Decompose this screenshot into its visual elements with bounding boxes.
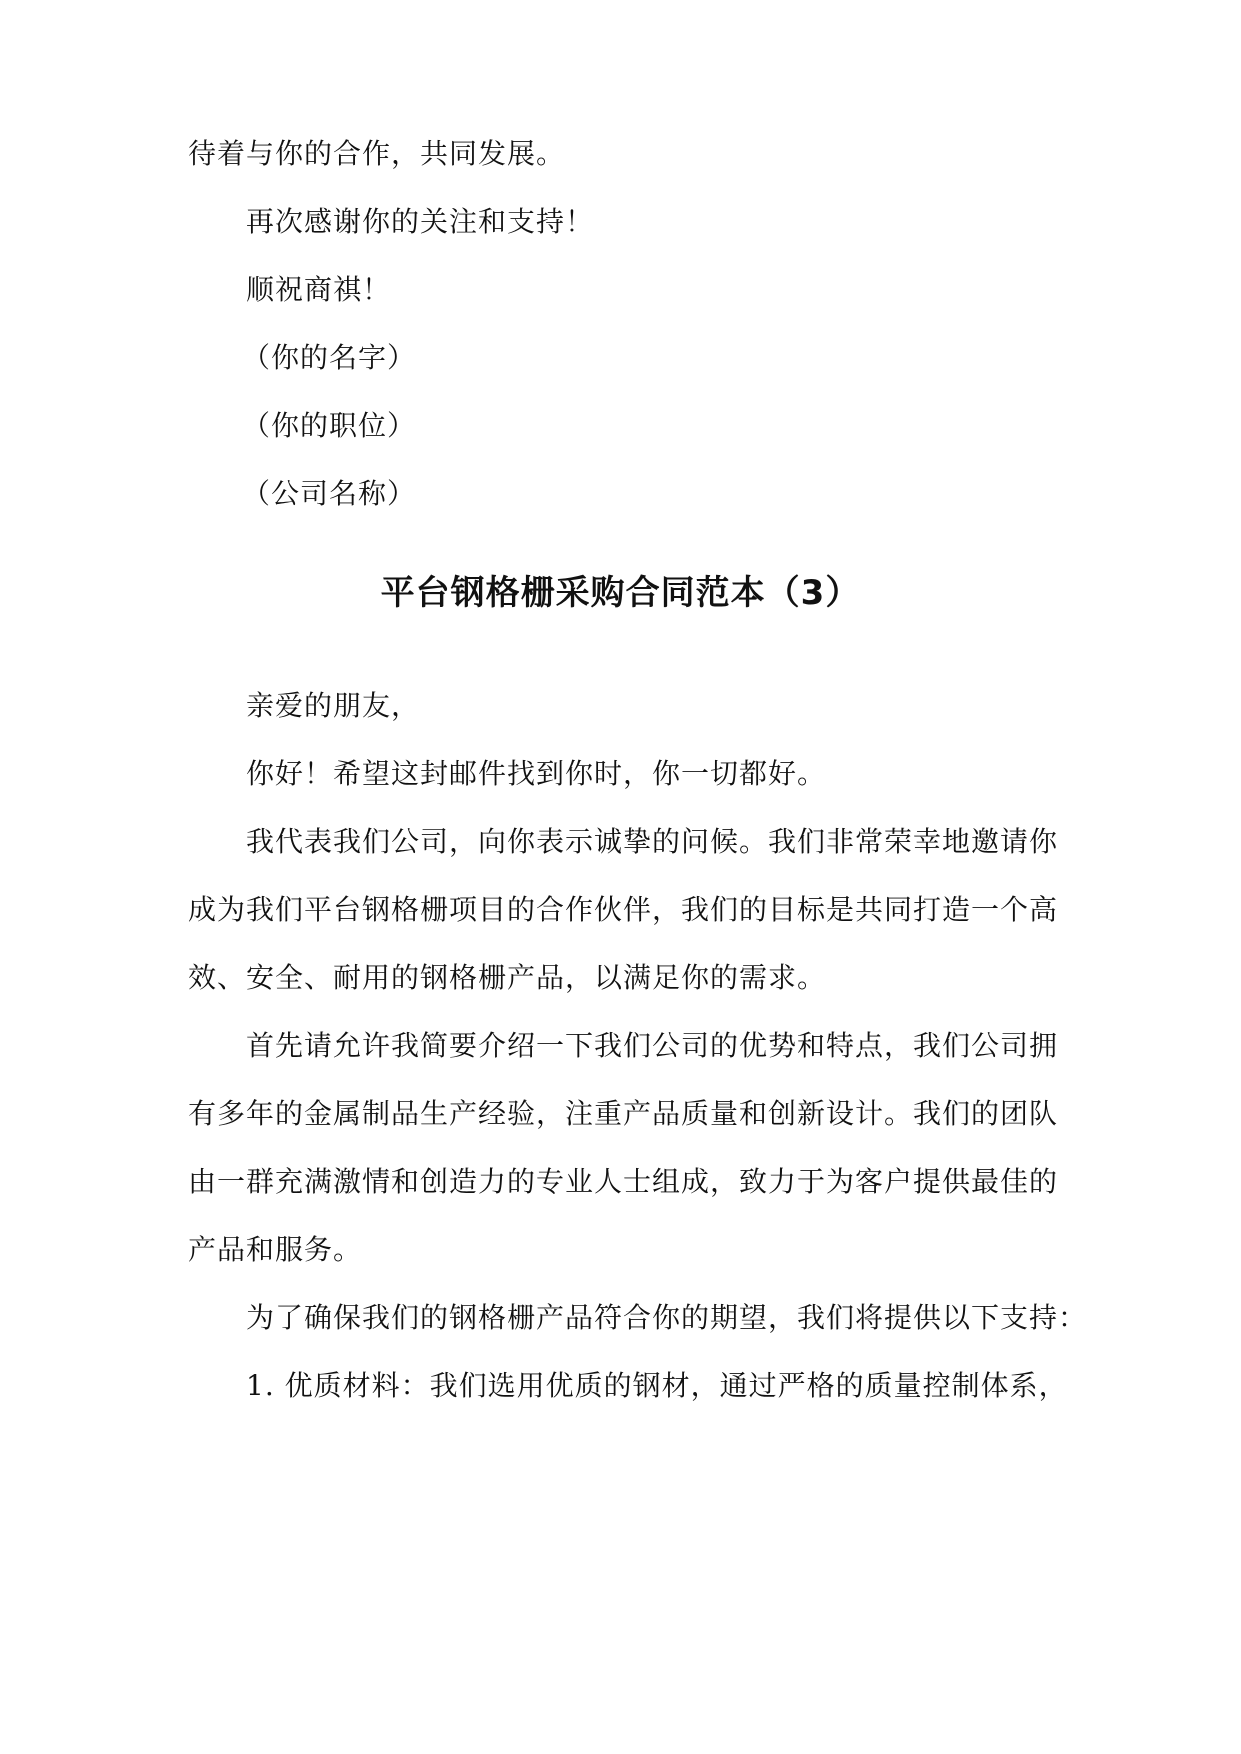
closing-line: 顺祝商祺！ xyxy=(246,273,392,306)
section-title: 平台钢格栅采购合同范本（3） xyxy=(380,573,861,613)
paragraph-1-line-3: 效、安全、耐用的钢格栅产品，以满足你的需求。 xyxy=(188,961,827,994)
paragraph-1-line-1: 我代表我们公司，向你表示诚挚的问候。我们非常荣幸地邀请你 xyxy=(246,825,1059,858)
signature-company: （公司名称） xyxy=(242,477,417,510)
paragraph-1-line-2: 成为我们平台钢格栅项目的合作伙伴，我们的目标是共同打造一个高 xyxy=(188,893,1059,926)
paragraph-2-line-2: 有多年的金属制品生产经验，注重产品质量和创新设计。我们的团队 xyxy=(188,1097,1059,1130)
paragraph-2-line-4: 产品和服务。 xyxy=(188,1233,363,1266)
greeting-line: 亲爱的朋友， xyxy=(246,689,421,722)
list-item-1: 1. 优质材料：我们选用优质的钢材，通过严格的质量控制体系， xyxy=(246,1369,1068,1402)
support-intro-line: 为了确保我们的钢格栅产品符合你的期望，我们将提供以下支持： xyxy=(246,1301,1088,1334)
continuation-line: 待着与你的合作，共同发展。 xyxy=(188,137,566,170)
paragraph-2-line-1: 首先请允许我简要介绍一下我们公司的优势和特点，我们公司拥 xyxy=(246,1029,1059,1062)
thanks-line: 再次感谢你的关注和支持！ xyxy=(246,205,595,238)
paragraph-2-line-3: 由一群充满激情和创造力的专业人士组成，致力于为客户提供最佳的 xyxy=(188,1165,1059,1198)
hello-line: 你好！希望这封邮件找到你时，你一切都好。 xyxy=(246,757,827,790)
signature-position: （你的职位） xyxy=(242,409,417,442)
signature-name: （你的名字） xyxy=(242,341,417,374)
